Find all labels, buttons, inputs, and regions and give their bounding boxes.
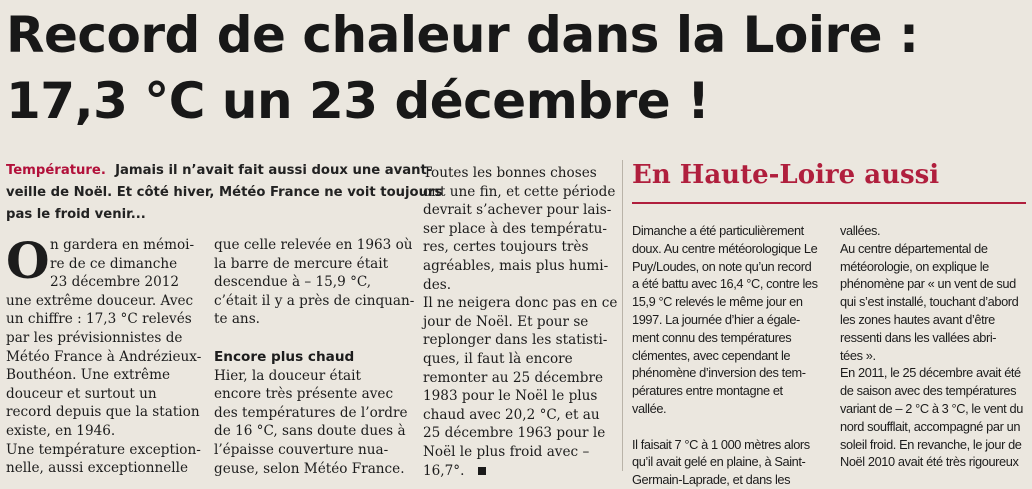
sidebar-box-title: En Haute-Loire aussi [632, 160, 940, 190]
body-line: 1983 pour le Noël le plus [423, 388, 598, 405]
body-line: doux. Au centre météorologique Le [632, 240, 818, 256]
body-line: n gardera en mémoi- [50, 237, 195, 253]
body-line: un chiffre : 17,3 °C relevés [6, 311, 192, 328]
drop-cap: O [6, 231, 50, 290]
body-line: remonter au 25 décembre [423, 369, 604, 386]
column-divider [622, 160, 623, 471]
body-line: Noël le plus froid avec – [423, 443, 590, 460]
body-line: par les prévisionnistes de [6, 329, 183, 346]
sidebar-column-1 [632, 222, 824, 489]
body-line: les zones hautes avant d’être [840, 311, 995, 327]
body-line: res, certes toujours très [423, 239, 589, 256]
body-line: 1997. La journée d’hier a égale- [632, 311, 800, 327]
body-line: En 2011, le 25 décembre avait été [840, 365, 1021, 381]
body-line: encore très présente avec [214, 386, 394, 403]
body-line: phénomène d’inversion des tem- [632, 365, 806, 381]
body-line: a été battu avec 16,4 °C, contre les [632, 276, 818, 292]
intro-line: pas le froid venir... [6, 207, 146, 222]
headline [6, 2, 1026, 134]
body-line: 16,7°. [423, 462, 465, 479]
body-line: des. [423, 276, 452, 293]
subheading: Encore plus chaud [214, 348, 355, 365]
body-line: chaud avec 20,2 °C, et au [423, 406, 600, 423]
body-line: qu’il avait gelé en plaine, à Saint- [632, 454, 806, 470]
body-line: c’était il y a près de cinquan- [214, 292, 415, 309]
body-line: Bouthéon. Une extrême [6, 367, 171, 384]
body-line: ques, il faut là encore [423, 350, 573, 367]
body-line: agréables, mais plus humi- [423, 257, 609, 274]
body-line: descendue à – 15,9 °C, [214, 274, 372, 291]
body-line: 23 décembre 2012 [50, 274, 180, 291]
body-line: soleil froid. En revanche, le jour de [840, 436, 1022, 452]
body-line: Hier, la douceur était [214, 367, 361, 384]
body-line: une extrême douceur. Avec [6, 292, 194, 309]
body-line: ressenti dans les vallées abri- [840, 329, 997, 345]
body-line: la barre de mercure était [214, 255, 389, 272]
body-line: existe, en 1946. [6, 422, 116, 439]
body-line: nelle, aussi exceptionnelle [6, 460, 189, 477]
body-line: te ans. [214, 311, 260, 328]
section-label: Température. [6, 163, 106, 178]
body-line: Germain-Laprade, et dans les [632, 472, 791, 488]
body-line: ont une fin, et cette période [423, 183, 616, 200]
body-line: pératures entre montagne et [632, 383, 783, 399]
body-line: Puy/Loudes, on note qu’un record [632, 258, 812, 274]
intro-line: veille de Noël. Et côté hiver, Météo France ne voit toujours [6, 185, 443, 200]
body-line: Noël 2010 avait été très rigoureux [840, 454, 1019, 470]
body-line: que celle relevée en 1963 où [214, 237, 413, 253]
body-line: ment connu des températures [632, 329, 792, 345]
body-line: qui s’est installé, touchant d’abord [840, 294, 1019, 310]
body-line: devrait s’achever pour lais- [423, 202, 612, 219]
sidebar-column-2 [840, 222, 1026, 471]
body-line: l’épaisse couverture nua- [214, 441, 389, 458]
article-column-2 [214, 236, 415, 478]
article-column-3 [423, 164, 619, 480]
body-line: tées ». [840, 347, 876, 363]
body-line: Dimanche a été particulièrement [632, 223, 804, 238]
body-line: record depuis que la station [6, 404, 200, 421]
body-line: de saison avec des températures [840, 383, 1017, 399]
body-line: replonger dans les statisti- [423, 332, 608, 349]
body-line: vallées. [840, 223, 881, 238]
body-line: 15,9 °C relevés le même jour en [632, 294, 803, 310]
intro-line: Jamais il n’avait fait aussi doux une avant- [115, 163, 433, 178]
body-line: météorologie, on explique le [840, 258, 989, 274]
body-line: 25 décembre 1963 pour le [423, 425, 606, 442]
body-line: de 16 °C, sans doute dues à [214, 423, 406, 440]
body-line: Au centre départemental de [840, 240, 988, 256]
body-line: ser place à des températu- [423, 220, 608, 237]
body-line: re de ce dimanche [50, 255, 178, 272]
body-line: variant de – 2 °C à 3 °C, le vent du [840, 400, 1023, 416]
sidebar-title-rule [632, 202, 1026, 204]
body-line: phénomène par « un vent de sud [840, 276, 1016, 292]
body-line: Toutes les bonnes choses [423, 165, 597, 181]
body-line: geuse, selon Météo France. [214, 460, 405, 477]
headline-line-2: 17,3 °C un 23 décembre ! [6, 72, 710, 130]
body-line: Il ne neigera donc pas en ce [423, 295, 618, 312]
article-column-1 [6, 231, 202, 478]
body-line: nord soufflait, accompagné par un [840, 418, 1021, 434]
body-line: des températures de l’ordre [214, 404, 408, 421]
body-line: Il faisait 7 °C à 1 000 mètres alors [632, 436, 810, 452]
body-line: vallée. [632, 400, 667, 416]
headline-line-1: Record de chaleur dans la Loire : [6, 6, 919, 64]
intro-chapo [6, 160, 443, 226]
body-line: Météo France à Andrézieux- [6, 348, 202, 365]
body-line: Une température exception- [6, 441, 201, 458]
body-line: jour de Noël. Et pour se [423, 313, 589, 330]
body-line: douceur et surtout un [6, 385, 157, 402]
body-line: clémentes, avec cependant le [632, 347, 791, 363]
